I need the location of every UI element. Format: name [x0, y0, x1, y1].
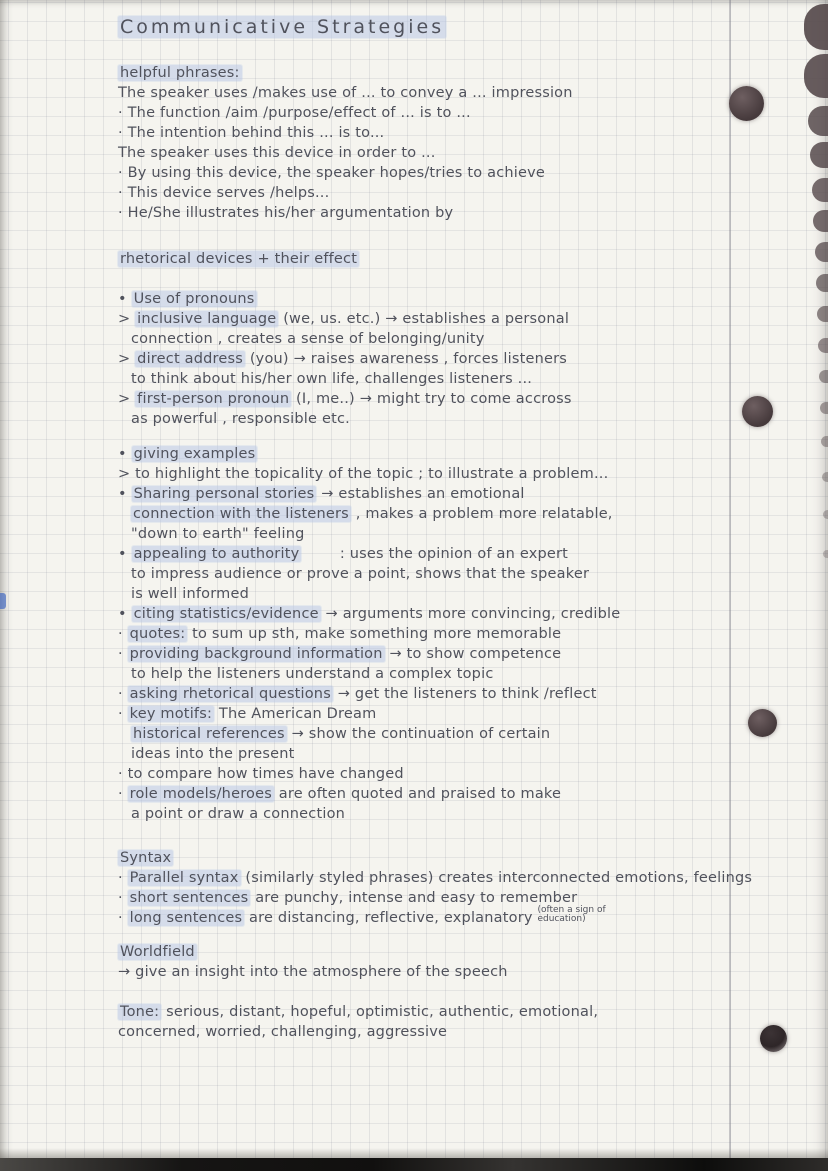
text-segment: to sum up sth, make something more memorable — [187, 626, 562, 642]
text-segment: "down to earth" feeling — [131, 526, 305, 542]
text-segment: > to highlight the topicality of the topic ; to illustrate a problem... — [118, 466, 609, 482]
bottom-shadow — [0, 1148, 828, 1158]
text-segment: > — [118, 351, 136, 367]
section-syntax — [118, 848, 818, 928]
spiral-bump — [823, 510, 828, 519]
note-line — [118, 684, 818, 704]
highlighted-text: Use of pronouns — [133, 291, 255, 307]
note-line — [118, 1022, 818, 1042]
note-line — [118, 744, 818, 764]
text-segment: (we, us. etc.) → establishes a personal — [278, 311, 570, 327]
highlighted-text: Communicative Strategies — [120, 16, 445, 38]
note-line — [118, 942, 818, 962]
text-segment: · — [118, 910, 128, 926]
section-use-of-pronouns — [118, 289, 818, 429]
note-line — [118, 369, 818, 389]
text-segment: to impress audience or prove a point, shows that the speaker — [131, 566, 590, 582]
text-segment: (similarly styled phrases) creates interconnected emotions, feelings — [240, 870, 753, 886]
text-segment: · By using this device, the speaker hopes/tries to achieve — [118, 165, 546, 181]
text-segment: · — [118, 646, 128, 662]
highlighted-text: long sentences — [129, 910, 243, 926]
note-line — [118, 704, 818, 724]
text-segment: → get the listeners to think /reflect — [332, 686, 597, 702]
highlighted-text: appealing to authority — [133, 546, 300, 562]
note-line — [118, 724, 818, 744]
note-line — [118, 784, 818, 804]
note-line — [118, 183, 818, 203]
highlighted-text: citing statistics/evidence — [133, 606, 319, 622]
note-line — [118, 804, 818, 824]
section-wordfield — [118, 942, 818, 982]
text-segment: · to compare how times have changed — [118, 766, 404, 782]
text-segment: • — [118, 291, 132, 307]
note-line — [118, 664, 818, 684]
highlighted-text: Worldfield — [120, 944, 195, 960]
note-line — [118, 868, 818, 888]
text-segment: · He/She illustrates his/her argumentation by — [118, 205, 454, 221]
text-segment: The speaker uses /makes use of ... to convey a ... impression — [118, 85, 573, 101]
spiral-bump — [817, 306, 828, 322]
note-line — [118, 123, 818, 143]
note-line — [118, 83, 818, 103]
note-line — [118, 203, 818, 223]
highlighted-text: historical references — [133, 726, 285, 742]
spiral-bump — [819, 370, 828, 383]
text-segment: · — [118, 686, 128, 702]
text-segment: · — [118, 786, 128, 802]
note-line — [118, 504, 818, 524]
note-line — [118, 349, 818, 369]
highlighted-text: Syntax — [120, 850, 172, 866]
highlighted-text: Parallel syntax — [129, 870, 239, 886]
highlighted-text: rhetorical devices + their effect — [120, 251, 358, 267]
highlighted-text: role models/heroes — [129, 786, 272, 802]
section-tone — [118, 1002, 818, 1042]
highlighted-text: giving examples — [133, 446, 256, 462]
blue-edge-mark — [0, 593, 6, 609]
text-segment: → show the continuation of certain — [286, 726, 551, 742]
text-segment: · The intention behind this ... is to... — [118, 125, 385, 141]
note-line — [118, 1002, 818, 1022]
note-line — [118, 12, 818, 42]
note-line — [118, 289, 818, 309]
text-segment: are distancing, reflective, explanatory — [244, 910, 538, 926]
note-line — [118, 103, 818, 123]
text-segment: to think about his/her own life, challenges listeners ... — [131, 371, 533, 387]
note-line — [118, 309, 818, 329]
text-segment: • — [118, 546, 132, 562]
text-segment: (you) → raises awareness , forces listeners — [245, 351, 568, 367]
table-edge — [0, 1158, 828, 1171]
highlighted-text: connection with the listeners — [133, 506, 349, 522]
text-segment: concerned, worried, challenging, aggressive — [118, 1024, 448, 1040]
text-segment: The American Dream — [214, 706, 377, 722]
note-line — [118, 604, 818, 624]
text-segment: · — [118, 890, 128, 906]
highlighted-text: providing background information — [129, 646, 383, 662]
text-segment: • — [118, 446, 132, 462]
note-line — [118, 389, 818, 409]
spiral-bump — [820, 402, 828, 414]
note-line — [118, 544, 818, 564]
highlighted-text: helpful phrases: — [120, 65, 240, 81]
text-segment: · — [118, 870, 128, 886]
highlighted-text: asking rhetorical questions — [129, 686, 331, 702]
text-segment: a point or draw a connection — [131, 806, 346, 822]
note-line — [118, 644, 818, 664]
note-line — [118, 464, 818, 484]
text-segment: → to show competence — [384, 646, 562, 662]
text-segment: are often quoted and praised to make — [274, 786, 562, 802]
spiral-bump — [822, 472, 828, 482]
highlighted-text: Sharing personal stories — [133, 486, 315, 502]
note-line — [118, 904, 818, 928]
text-segment: are punchy, intense and easy to remember — [250, 890, 578, 906]
note-line — [118, 329, 818, 349]
note-line — [118, 444, 818, 464]
highlighted-text: Tone: — [120, 1004, 160, 1020]
note-line — [118, 764, 818, 784]
section-giving-examples — [118, 444, 818, 824]
note-line — [118, 409, 818, 429]
highlighted-text: quotes: — [129, 626, 186, 642]
section-rhetorical-devices — [118, 249, 818, 269]
note-line — [118, 888, 818, 908]
highlighted-text: short sentences — [129, 890, 249, 906]
highlighted-text: first-person pronoun — [137, 391, 290, 407]
text-segment: The speaker uses this device in order to ... — [118, 145, 436, 161]
section-helpful-phrases — [118, 63, 818, 223]
text-segment: to help the listeners understand a complex topic — [131, 666, 494, 682]
note-line — [118, 63, 818, 83]
note-line — [118, 249, 818, 269]
highlighted-text: direct address — [137, 351, 244, 367]
text-segment: • — [118, 486, 132, 502]
text-segment: → give an insight into the atmosphere of the speech — [118, 964, 508, 980]
note-line — [118, 143, 818, 163]
text-segment: • — [118, 606, 132, 622]
spiral-bump — [821, 436, 828, 447]
text-segment: as powerful , responsible etc. — [131, 411, 350, 427]
note-line — [118, 564, 818, 584]
note-line — [118, 524, 818, 544]
text-segment: connection , creates a sense of belonging/unity — [131, 331, 485, 347]
text-segment: : uses the opinion of an expert — [301, 546, 569, 562]
text-segment: · The function /aim /purpose/effect of ... is to ... — [118, 105, 471, 121]
text-segment: serious, distant, hopeful, optimistic, authentic, emotional, — [161, 1004, 599, 1020]
spiral-bump — [818, 338, 828, 353]
note-line — [118, 584, 818, 604]
text-segment: is well informed — [131, 586, 249, 602]
section-title — [118, 12, 818, 42]
text-segment: (I, me..) → might try to come accross — [291, 391, 572, 407]
highlighted-text: inclusive language — [137, 311, 277, 327]
note-line — [118, 624, 818, 644]
spiral-bump — [823, 550, 828, 558]
text-segment: → establishes an emotional — [316, 486, 525, 502]
note-content — [118, 12, 818, 1042]
text-segment: · — [118, 706, 128, 722]
text-segment: , makes a problem more relatable, — [350, 506, 613, 522]
text-segment: > — [118, 311, 136, 327]
note-line — [118, 962, 818, 982]
note-line — [118, 163, 818, 183]
note-line — [118, 484, 818, 504]
highlighted-text: key motifs: — [129, 706, 213, 722]
text-segment: · — [118, 626, 128, 642]
note-line — [118, 848, 818, 868]
text-segment: · This device serves /helps... — [118, 185, 330, 201]
text-segment: → arguments more convincing, credible — [320, 606, 621, 622]
text-segment: > — [118, 391, 136, 407]
text-segment: ideas into the present — [131, 746, 295, 762]
text-segment: (often a sign of education) — [537, 904, 606, 924]
